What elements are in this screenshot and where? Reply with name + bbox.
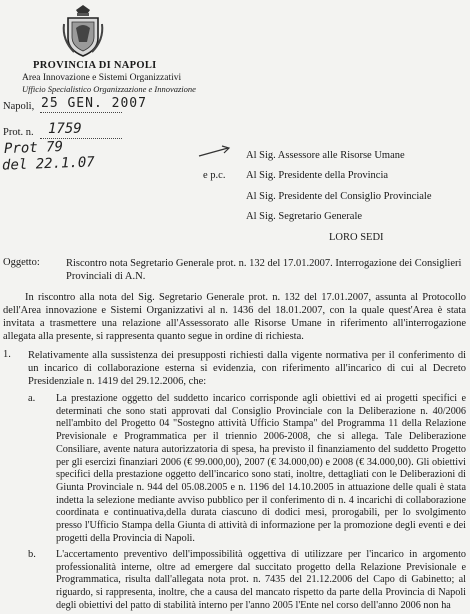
point-1-number: 1.	[3, 349, 11, 360]
point-1-text: Relativamente alla sussistenza dei presupposti richiesti dalla vigente normativa per il conferimento di un incarico di collaborazione esterna si evidenzia, con riferimento all'incarico di cui al Decreto Presidenziale n. 1419 del 29.12.2006, che:	[28, 350, 466, 387]
handwritten-note-1: Prot 79	[3, 138, 64, 158]
place-label: Napoli,	[3, 101, 35, 112]
point-a-text: La prestazione oggetto del suddetto incarico corrisponde agli obiettivi ed ai progetti specifici e determinati che sono stati approvati dal Consiglio Provinciale con la Deliberazione n. 40/2006 nell'ambito del Progetto 04 "Sostegno attività Ufficio Stampa" del Programma 11 della Relazione Previsionale e Programmatica per il triennio 2006-2008, che si allega. Tale Deliberazione Consiliare, avente natura autorizzatoria di spesa, ha previsto il finanziamento del suddetto Progetto per gli esercizi finanziari 2006 (€ 99.000,00), 2007 (€ 34.000,00) e 2008 (€ 34.000,00). Gli obiettivi specifici della prestazione oggetto dell'incarico sono stati, inoltre, dettagliati con le Deliberazioni di Giunta Provinciale n. 944 del 05.08.2005 e n. 1196 del 14.10.2005 in attuazione delle quali è stata indetta la selezione mediante avviso pubblico per il conferimento di n. 4 incarichi di collaborazione coordinata e continuativa,della durata ciascuno di dodici mesi, prorogabili, per lo svolgimento presso l'Ufficio Stampa della Giunta di attività di informazione per la promozione degli eventi e dei progetti della Provincia di Napoli.	[56, 393, 466, 544]
epc-label: e p.c.	[203, 170, 226, 181]
prot-number: 1759	[48, 121, 82, 137]
recipient-cc-1: Al Sig. Presidente della Provincia	[246, 170, 389, 181]
arrow-icon	[198, 144, 232, 158]
point-b-label: b.	[28, 549, 36, 560]
loro-sedi: LORO SEDI	[329, 232, 384, 243]
subject-text: Riscontro nota Segretario Generale prot. n. 132 del 17.01.2007. Interrogazione dei Consiglieri Provinciali di A.N.	[66, 258, 462, 282]
handwritten-note-2: del 22.1.07	[1, 154, 95, 174]
subject-label: Oggetto:	[3, 257, 40, 268]
recipient-main: Al Sig. Assessore alle Risorse Umane	[246, 150, 405, 161]
province-seal-icon	[60, 4, 106, 60]
intro-paragraph: In riscontro alla nota del Sig. Segretario Generale prot. n. 132 del 17.01.2007, assunta al Protocollo dell'Area innovazione e Sistemi Organizzativi al n. 1436 del 18.01.2007, con la quale quest'Area è stata invitata a trasmettere una relazione all'Assessorato alle Risorse Umane in riferimento all'interrogazione allegata alla presente, si rappresenta quanto segue in ordine di richiesta.	[3, 292, 466, 342]
prot-label: Prot. n.	[3, 127, 34, 138]
area-name: Area Innovazione e Sistemi Organizzativi	[22, 73, 182, 83]
point-a-label: a.	[28, 393, 36, 404]
recipient-cc-3: Al Sig. Segretario Generale	[246, 211, 363, 222]
point-b-text: L'accertamento preventivo dell'impossibilità oggettiva di utilizzare per l'incarico in argomento professionalità interne, oltre ad emergere dal succitato progetto della Relazione Previsionale e Programmatica, risulta dall'allegata nota prot. n. 7435 del 21.12.2006 del Capo di Gabinetto; al riguardo, si rappresenta, inoltre, che a causa del mancato rispetto da parte della Provincia di Napoli degli obiettivi del patto di stabilità interno per l'anno 2005 l'Ente nel corso dell'anno 2006 non ha	[56, 549, 466, 611]
province-name: PROVINCIA DI NAPOLI	[33, 60, 157, 71]
date-stamp: 25 GEN. 2007	[41, 96, 147, 111]
recipient-cc-2: Al Sig. Presidente del Consiglio Provinciale	[246, 191, 432, 202]
date-line	[40, 112, 122, 113]
office-name: Ufficio Specialistico Organizzazione e Innovazione	[22, 84, 196, 94]
